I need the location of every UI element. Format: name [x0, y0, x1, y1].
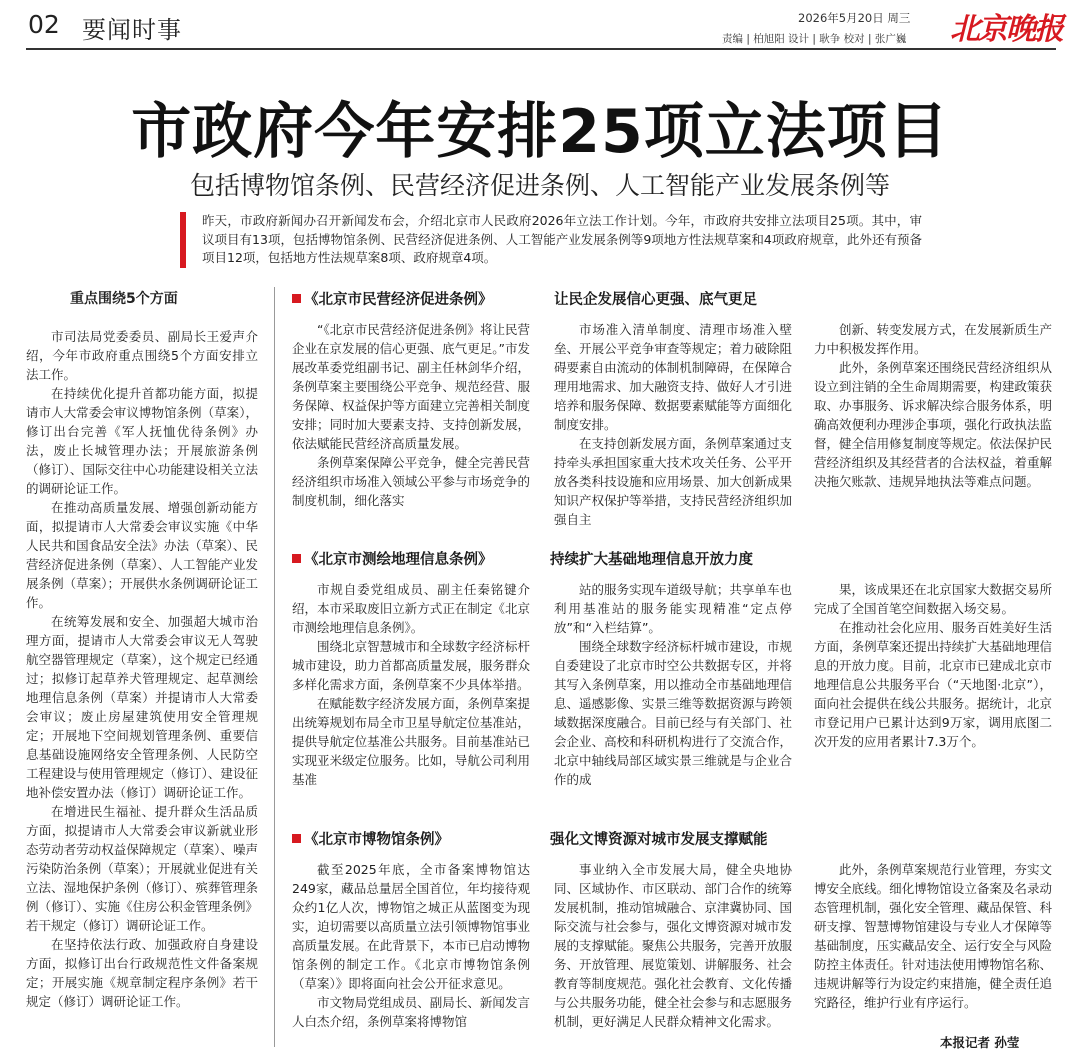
section-column	[292, 320, 530, 530]
paragraph: 在赋能数字经济发展方面，条例草案提出统筹规划布局全市卫星导航定位基准站，提供导航定位基准公共服务。目前基准站已实现亚米级定位服务。比如，导航公司利用基准	[292, 696, 530, 787]
section-column	[814, 580, 1052, 828]
left-paragraph: 在统筹发展和安全、加强超大城市治理方面，提请市人大常委会审议无人驾驶航空器管理规定（草案），这个规定已经通过；拟修订起草养犬管理规定、起草测绘地理信息条例（草案）并提请市人大常委会审议；废止房屋建筑使用安全管理规定；开展地下空间规划管理条例、重要信息基础设施网络安全管理条例、人民防空工程建设与使用管理规定（修订）、建设征地补偿安置办法（修订）调研论证工作。	[26, 614, 258, 800]
section-title	[292, 548, 493, 569]
section-subtitle: 强化文博资源对城市发展支撑赋能	[550, 832, 768, 848]
subheadline: 包括博物馆条例、民营经济促进条例、人工智能产业发展条例等	[189, 171, 890, 200]
header-rule	[26, 48, 1056, 50]
paragraph: 此外，条例草案规范行业管理，夯实文博安全底线。细化博物馆设立备案及名录动态管理机制，强化安全管理、藏品保管、科研支撑、智慧博物馆建设与专业人才保障等基础制度，压实藏品安全、运行安全与风险防控主体责任。针对违法使用博物馆名称、违规讲解等行为设定约束措施，健全责任追究路径，维护行业有序运行。	[814, 862, 1052, 1010]
section-surveying	[292, 548, 1052, 828]
paragraph: 市文物局党组成员、副局长、新闻发言人白杰介绍，条例草案将博物馆	[292, 995, 530, 1029]
left-paragraph: 市司法局党委委员、副局长王爱声介绍，今年市政府重点围绕5个方面安排立法工作。	[26, 329, 258, 382]
paragraph: 站的服务实现车道级导航；共享单车也利用基准站的服务能实现精准“定点停放”和“入栏结算”。	[554, 582, 792, 635]
section-title	[292, 288, 493, 309]
section-column	[554, 580, 792, 828]
section-column	[292, 580, 530, 828]
section-column	[554, 320, 792, 530]
paragraph: 创新、转变发展方式，在发展新质生产力中积极发挥作用。	[814, 322, 1052, 356]
section-subtitle: 持续扩大基础地理信息开放力度	[550, 552, 753, 568]
section-column	[292, 860, 530, 1055]
section-private-economy	[292, 288, 1052, 548]
section-subtitle: 让民企发展信心更强、底气更足	[554, 292, 757, 308]
left-paragraph: 在持续优化提升首都功能方面，拟提请市人大常委会审议博物馆条例（草案），修订出台完善《军人抚恤优待条例》办法，废止长城管理办法；开展旅游条例（修订）、国际交往中心功能建设相关立法的调研论证工作。	[26, 386, 258, 496]
paragraph: 围绕全球数字经济标杆城市建设，市规自委建设了北京市时空公共数据专区，并将其写入条例草案，用以推动全市基础地理信息、遥感影像、实景三维等数据资源与跨领域数据深度融合。目前已经与有关部门、社会企业、高校和科研机构进行了交流合作，北京中轴线局部区域实景三维就是与企业合作的成	[554, 639, 792, 787]
section-title	[292, 828, 449, 849]
left-column-heading: 重点围绕5个方面	[70, 291, 178, 307]
section-museum	[292, 828, 1052, 1059]
paragraph: 事业纳入全市发展大局，健全央地协同、区域协作、市区联动、部门合作的统筹发展机制，推动馆城融合、京津冀协同、国际交流与社会参与，强化文博资源对城市发展的支撑赋能。聚焦公共服务，完善开放服务、开放管理、展览策划、讲解服务、社会教育等制度规范。强化社会教育、文化传播与公共服务功能，健全社会参与和志愿服务机制，更好满足人民群众精神文化需求。	[554, 862, 792, 1029]
section-column	[554, 860, 792, 1055]
red-square-marker	[292, 294, 301, 303]
left-paragraph: 在增进民生福祉、提升群众生活品质方面，拟提请市人大常委会审议新就业形态劳动者劳动权益保障规定（草案）、噪声污染防治条例（草案）；开展就业促进有关立法、湿地保护条例（修订）、殡葬管理条例（修订）、实施《住房公积金管理条例》若干规定（修订）调研论证工作。	[26, 804, 258, 933]
paragraph: 果，该成果还在北京国家大数据交易所完成了全国首笔空间数据入场交易。	[814, 582, 1052, 616]
red-square-marker	[292, 834, 301, 843]
paragraph: 此外，条例草案还围绕民营经济组织从设立到注销的全生命周期需要，构建政策获取、办事服务、诉求解决综合服务体系，明确高效便利办理涉企事项，强化行政执法监督，健全信用修复制度等规定。依法保护民营经济组织及其经营者的合法权益，着重解决拖欠账款、违规异地执法等难点问题。	[814, 360, 1052, 489]
paragraph: 截至2025年底，全市备案博物馆达249家，藏品总量居全国首位，年均接待观众约1亿人次，博物馆之城正从蓝图变为现实，迫切需要以高质量立法引领博物馆事业高质量发展。在此背景下，本市已启动博物馆条例的制定工作。《北京市博物馆条例（草案）》即将面向社会公开征求意见。	[292, 862, 530, 991]
byline: 本报记者 孙莹	[940, 1035, 1020, 1050]
section-name: 要闻时事	[82, 16, 182, 44]
column-divider	[274, 287, 275, 1047]
section-column	[814, 860, 1052, 1032]
paragraph: 条例草案保障公平竞争，健全完善民营经济组织市场准入领域公平参与市场竞争的制度机制，细化落实	[292, 455, 530, 508]
left-column	[26, 291, 258, 1053]
paragraph: 在推动社会化应用、服务百姓美好生活方面，条例草案还提出持续扩大基础地理信息的开放力度。目前，北京市已建成北京市地理信息公共服务平台（“天地图·北京”），面向社会提供在线公共服务。据统计，北京市登记用户已累计达到9万家，调用底图二次开发的应用者累计7.3万个。	[814, 620, 1052, 749]
section-title-text: 《北京市博物馆条例》	[304, 832, 449, 848]
issue-date: 2026年5月20日 周三	[798, 11, 911, 25]
editor-credits: 责编 | 柏旭阳 设计 | 耿争 校对 | 张广巍	[722, 33, 907, 45]
section-title-text: 《北京市民营经济促进条例》	[304, 292, 493, 308]
section-title-text: 《北京市测绘地理信息条例》	[304, 552, 493, 568]
page-header	[0, 0, 1080, 50]
red-square-marker	[292, 554, 301, 563]
paragraph: 市场准入清单制度、清理市场准入壁垒、开展公平竞争审查等规定；着力破除阻碍要素自由流动的体制机制障碍，在保障合理用地需求、加大融资支持、做好人才引进培养和服务保障、数据要素赋能等方面细化制度安排。	[554, 322, 792, 432]
left-paragraph: 在推动高质量发展、增强创新动能方面，拟提请市人大常委会审议实施《中华人民共和国食品安全法》办法（草案）、民营经济促进条例（草案）、人工智能产业发展条例（草案）；开展供水条例调研论证工作。	[26, 500, 258, 610]
paragraph: 围绕北京智慧城市和全球数字经济标杆城市建设，助力首都高质量发展，服务群众多样化需求方面，条例草案不少具体举措。	[292, 639, 530, 692]
section-number: 02	[28, 10, 60, 39]
paragraph: 市规自委党组成员、副主任秦铭键介绍，本市采取废旧立新方式正在制定《北京市测绘地理信息条例》。	[292, 582, 530, 635]
lead-paragraph: 昨天，市政府新闻办召开新闻发布会，介绍北京市人民政府2026年立法工作计划。今年，市政府共安排立法项目25项。其中，审议项目有13项，包括博物馆条例、民营经济促进条例、人工智能产业发展条例等9项地方性法规草案和4项政府规章，此外还有预备项目12项，包括地方性法规草案8项、政府规章4项。	[180, 212, 922, 268]
left-paragraph: 在坚持依法行政、加强政府自身建设方面，拟修订出台行政规范性文件备案规定；开展实施《规章制定程序条例》若干规定（修订）调研论证工作。	[26, 937, 258, 1009]
paragraph: 在支持创新发展方面，条例草案通过支持牵头承担国家重大技术攻关任务、公平开放各类科技设施和应用场景、加大创新成果知识产权保护等举措，支持民营经济组织加强自主	[554, 436, 792, 527]
paragraph: “《北京市民营经济促进条例》将让民营企业在京发展的信心更强、底气更足。”市发展改革委党组副书记、副主任林剑华介绍，条例草案主要围绕公平竞争、规范经营、服务保障、权益保护等方面建立完善相关制度安排；同时加大要素支持、支持创新发展，依法赋能民营经济高质量发展。	[292, 322, 530, 451]
section-column	[814, 320, 1052, 530]
masthead-logo: 北京晚报	[950, 12, 1062, 47]
headline: 市政府今年安排25项立法项目	[131, 97, 949, 167]
